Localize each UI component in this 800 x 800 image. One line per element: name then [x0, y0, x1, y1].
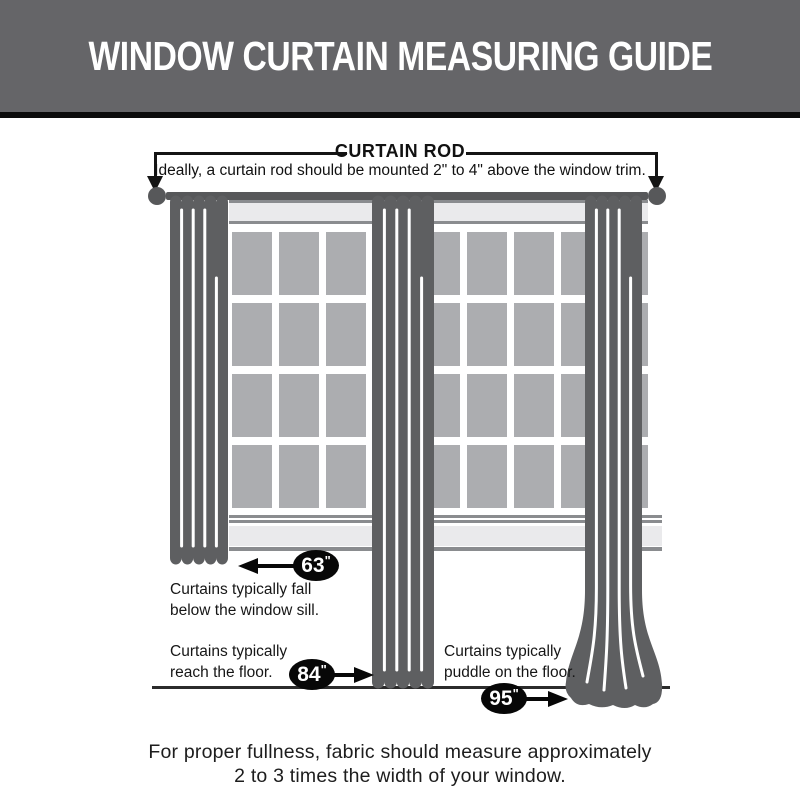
curtain-rod-note: Ideally, a curtain rod should be mounted 2" to 4" above the window trim. — [154, 162, 646, 179]
arrow-shaft — [256, 564, 296, 568]
header-divider — [0, 112, 800, 118]
page-title: WINDOW CURTAIN MEASURING GUIDE — [88, 32, 712, 79]
fullness-note-line1: For proper fullness, fabric should measure approximately — [148, 741, 652, 763]
measurement-value: 84 — [297, 663, 321, 686]
left-curtain-63in — [170, 190, 228, 570]
fullness-note — [0, 740, 800, 789]
caption-line: reach the floor. — [170, 663, 273, 681]
caption-line: Curtains typically — [170, 643, 288, 660]
fullness-note-line2: 2 to 3 times the width of your window. — [234, 765, 566, 788]
left-arrow-icon — [238, 558, 258, 574]
caption-line: Curtains typically — [444, 643, 562, 660]
measurement-value: 95 — [489, 687, 513, 710]
inch-mark: " — [512, 686, 519, 701]
center-curtain-84in — [372, 190, 434, 690]
caption-line: Curtains typically fall — [170, 581, 312, 598]
rod-finial-left — [148, 187, 166, 205]
caption-95 — [444, 642, 576, 684]
inch-mark: " — [320, 662, 327, 677]
measurement-badge-84 — [289, 659, 335, 690]
caption-63 — [170, 580, 319, 622]
arrow-shaft — [523, 697, 551, 701]
caption-84 — [170, 642, 287, 684]
caption-line: puddle on the floor. — [444, 663, 576, 681]
right-arrow-icon — [354, 667, 374, 683]
measurement-badge-95 — [481, 683, 527, 714]
measurement-badge-63 — [293, 550, 339, 581]
right-curtain-95in — [563, 190, 664, 718]
header-banner — [0, 0, 800, 112]
curtain-rod-label: CURTAIN ROD — [334, 141, 466, 161]
caption-line: below the window sill. — [170, 601, 320, 619]
right-arrow-icon — [548, 691, 568, 707]
measurement-value: 63 — [301, 554, 325, 577]
inch-mark: " — [324, 553, 331, 568]
